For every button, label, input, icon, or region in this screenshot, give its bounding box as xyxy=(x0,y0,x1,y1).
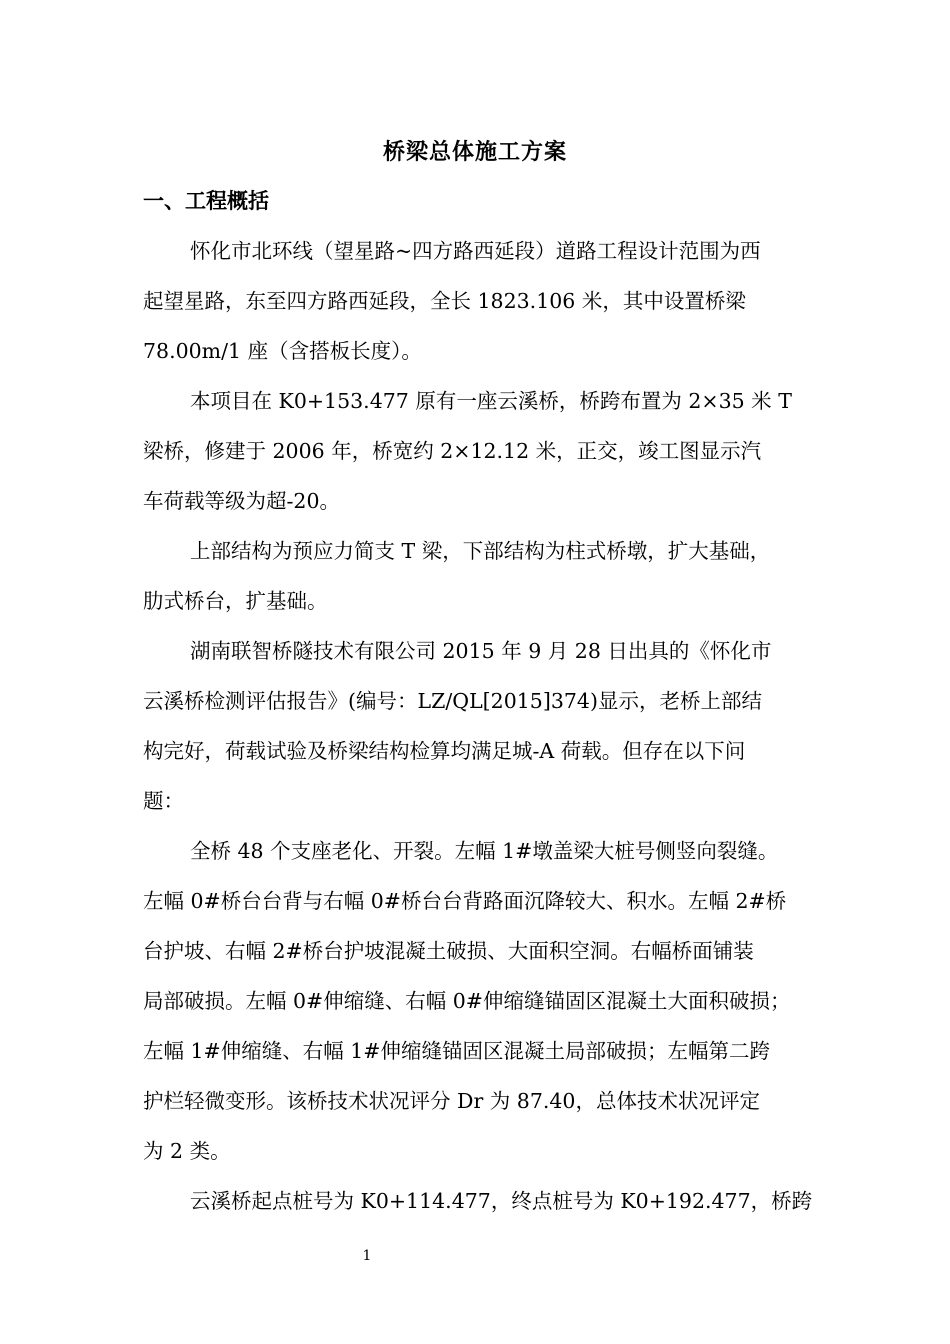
paragraph-line: 题： xyxy=(143,789,184,813)
paragraph-line: 云溪桥起点桩号为 K0+114.477，终点桩号为 K0+192.477，桥跨 xyxy=(190,1189,813,1213)
section-heading: 一、工程概括 xyxy=(143,188,269,213)
paragraph-6 xyxy=(143,1176,813,1226)
paragraph-line: 左幅 1#伸缩缝、右幅 1#伸缩缝锚固区混凝土局部破损；左幅第二跨 xyxy=(143,1039,770,1063)
body-text xyxy=(143,226,813,1226)
paragraph-2 xyxy=(143,376,807,526)
paragraph-line: 构完好，荷载试验及桥梁结构检算均满足城-A 荷载。但存在以下问 xyxy=(143,739,746,763)
document-title: 桥梁总体施工方案 xyxy=(382,139,567,165)
paragraph-4 xyxy=(143,626,807,826)
paragraph-line: 全桥 48 个支座老化、开裂。左幅 1#墩盖梁大桩号侧竖向裂缝。 xyxy=(190,839,779,863)
paragraph-line: 上部结构为预应力简支 T 梁，下部结构为柱式桥墩，扩大基础， xyxy=(190,539,771,563)
paragraph-line: 怀化市北环线（望星路~四方路西延段）道路工程设计范围为西 xyxy=(190,239,761,263)
paragraph-line: 云溪桥检测评估报告》(编号：LZ/QL[2015]374)显示，老桥上部结 xyxy=(143,689,762,713)
paragraph-line: 左幅 0#桥台台背与右幅 0#桥台台背路面沉降较大、积水。左幅 2#桥 xyxy=(143,889,787,913)
paragraph-line: 台护坡、右幅 2#桥台护坡混凝土破损、大面积空洞。右幅桥面铺装 xyxy=(143,939,754,963)
paragraph-line: 湖南联智桥隧技术有限公司 2015 年 9 月 28 日出具的《怀化市 xyxy=(190,639,772,663)
paragraph-3 xyxy=(143,526,807,626)
paragraph-line: 起望星路，东至四方路西延段，全长 1823.106 米，其中设置桥梁 xyxy=(143,289,746,313)
paragraph-line: 本项目在 K0+153.477 原有一座云溪桥，桥跨布置为 2×35 米 T xyxy=(190,389,792,413)
paragraph-line: 车荷载等级为超-20。 xyxy=(143,489,341,513)
paragraph-line: 为 2 类。 xyxy=(143,1139,231,1163)
paragraph-line: 局部破损。左幅 0#伸缩缝、右幅 0#伸缩缝锚固区混凝土大面积破损； xyxy=(143,989,791,1013)
paragraph-line: 护栏轻微变形。该桥技术状况评分 Dr 为 87.40，总体技术状况评定 xyxy=(143,1089,760,1113)
paragraph-5 xyxy=(143,826,807,1176)
page-number: 1 xyxy=(362,1248,372,1264)
paragraph-line: 梁桥，修建于 2006 年，桥宽约 2×12.12 米，正交，竣工图显示汽 xyxy=(143,439,762,463)
paragraph-line: 78.00m/1 座（含搭板长度）。 xyxy=(143,339,422,363)
paragraph-line: 肋式桥台，扩基础。 xyxy=(143,589,328,613)
paragraph-1 xyxy=(143,226,807,376)
